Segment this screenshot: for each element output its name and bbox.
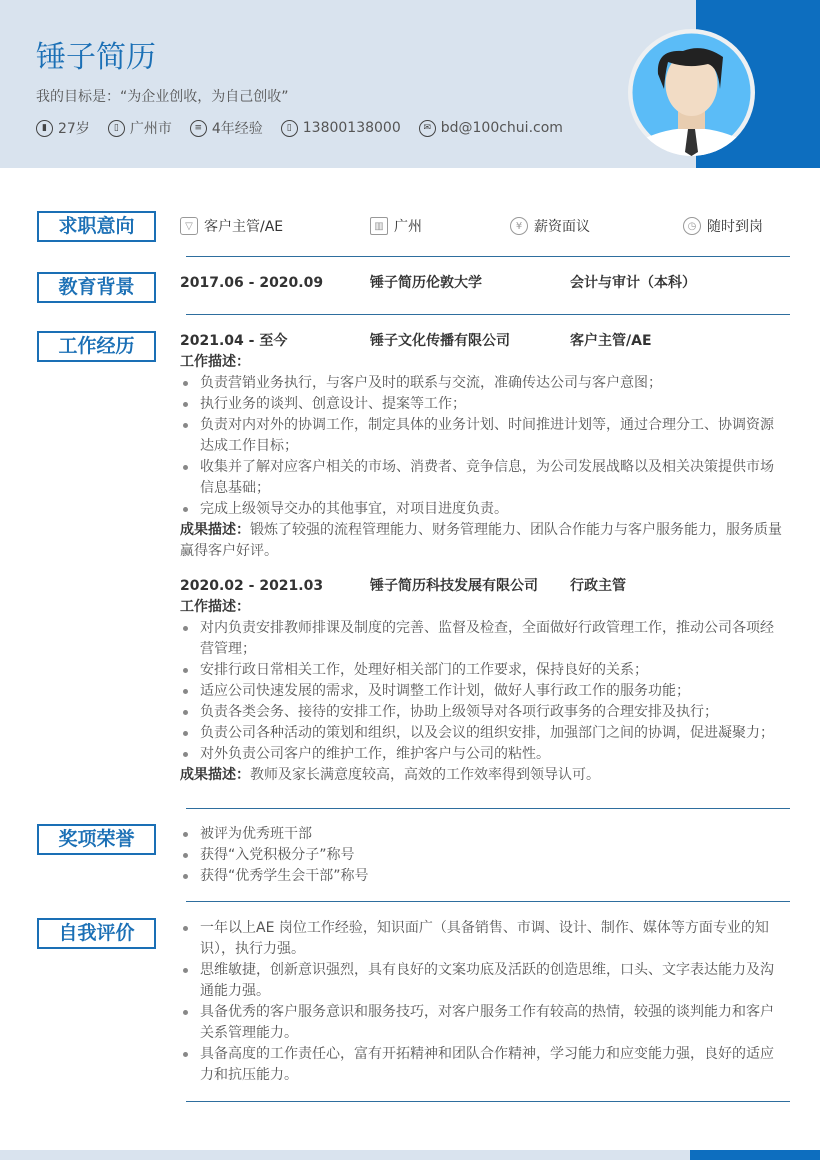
list-item: 完成上级领导交办的其他事宜，对项目进度负责。: [180, 499, 785, 520]
city-icon: ▯: [108, 120, 125, 137]
list-item: 适应公司快速发展的需求，及时调整工作计划，做好人事行政工作的服务功能；: [180, 681, 785, 702]
section-self-label: 自我评价: [37, 918, 156, 949]
intent-position: 客户主管/AE: [204, 219, 284, 235]
job-intent: [180, 216, 780, 236]
intent-availability: 随时到岗: [707, 219, 763, 235]
divider: [186, 808, 790, 809]
result-text: 锻炼了较强的流程管理能力、财务管理能力、团队合作能力与客户服务能力，服务质量赢得客户好评。: [180, 522, 782, 559]
list-item: 一年以上AE 岗位工作经验，知识面广（具备销售、市调、设计、制作、媒体等方面专业的知识），执行力强。: [180, 918, 785, 960]
experience-icon: ≡: [190, 120, 207, 137]
intent-city: 广州: [394, 219, 422, 235]
education-entry: [180, 273, 785, 294]
job-company: 锤子简历科技发展有限公司: [370, 578, 538, 594]
job-title: 客户主管/AE: [570, 333, 652, 349]
avatar: [628, 29, 755, 156]
edu-major: 会计与审计（本科）: [570, 275, 696, 291]
email-icon: ✉: [419, 120, 436, 137]
divider: [186, 1101, 790, 1102]
list-item: 收集并了解对应客户相关的市场、消费者、竞争信息，为公司发展战略以及相关决策提供市场信息基础；: [180, 457, 785, 499]
edu-period: 2017.06 - 2020.09: [180, 275, 324, 291]
tie-icon: ▽: [180, 217, 198, 235]
result-text: 教师及家长满意度较高，高效的工作效率得到领导认可。: [250, 767, 600, 783]
age: 27岁: [58, 121, 90, 137]
list-item: 安排行政日常相关工作，处理好相关部门的工作要求，保持良好的关系；: [180, 660, 785, 681]
desc-label: 工作描述：: [180, 599, 250, 615]
divider: [186, 314, 790, 315]
list-item: 获得“优秀学生会干部”称号: [180, 866, 785, 887]
divider: [186, 901, 790, 902]
self-evaluation: [180, 918, 785, 1086]
result-label: 成果描述：: [180, 522, 250, 538]
job-title: 行政主管: [570, 578, 626, 594]
job-entry: [180, 331, 785, 562]
phone-icon: ▯: [281, 120, 298, 137]
phone: 13800138000: [302, 120, 401, 136]
section-intent-label: 求职意向: [37, 211, 156, 242]
clock-icon: ◷: [683, 217, 701, 235]
list-item: 执行业务的谈判、创意设计、提案等工作；: [180, 394, 785, 415]
edu-school: 锤子简历伦敦大学: [370, 275, 482, 291]
desc-label: 工作描述：: [180, 354, 250, 370]
list-item: 获得“入党积极分子”称号: [180, 845, 785, 866]
email: bd@100chui.com: [440, 120, 563, 136]
honors-list: [180, 824, 785, 887]
career-goal: 我的目标是：“为企业创收，为自己创收”: [36, 89, 289, 105]
list-item: 负责营销业务执行，与客户及时的联系与交流，准确传达公司与客户意图；: [180, 373, 785, 394]
job-entry: [180, 576, 785, 786]
personal-info: [36, 118, 581, 138]
list-item: 对内负责安排教师排课及制度的完善、监督及检查，全面做好行政管理工作，推动公司各项经营管理；: [180, 618, 785, 660]
list-item: 具备高度的工作责任心，富有开拓精神和团队合作精神，学习能力和应变能力强，良好的适应力和抗压能力。: [180, 1044, 785, 1086]
divider: [186, 256, 790, 257]
result-label: 成果描述：: [180, 767, 250, 783]
list-item: 具备优秀的客户服务意识和服务技巧，对客户服务工作有较高的热情，较强的谈判能力和客户关系管理能力。: [180, 1002, 785, 1044]
footer-accent: [690, 1150, 820, 1160]
experience: 4年经验: [211, 121, 263, 137]
section-honors-label: 奖项荣誉: [37, 824, 156, 855]
job-period: 2021.04 - 至今: [180, 333, 288, 349]
list-item: 负责各类会务、接待的安排工作，协助上级领导对各项行政事务的合理安排及执行；: [180, 702, 785, 723]
age-icon: ▮: [36, 120, 53, 137]
building-icon: ▥: [370, 217, 388, 235]
city: 广州市: [129, 121, 172, 137]
list-item: 被评为优秀班干部: [180, 824, 785, 845]
job-period: 2020.02 - 2021.03: [180, 578, 324, 594]
list-item: 思维敏捷，创新意识强烈，具有良好的文案功底及活跃的创造思维，口头、文字表达能力及沟通能力强。: [180, 960, 785, 1002]
section-work-label: 工作经历: [37, 331, 156, 362]
list-item: 对外负责公司客户的维护工作，维护客户与公司的粘性。: [180, 744, 785, 765]
candidate-name: 锤子简历: [36, 40, 156, 75]
work-entries: [180, 331, 785, 786]
section-education-label: 教育背景: [37, 272, 156, 303]
list-item: 负责公司各种活动的策划和组织，以及会议的组织安排，加强部门之间的协调，促进凝聚力；: [180, 723, 785, 744]
intent-salary: 薪资面议: [534, 219, 590, 235]
job-company: 锤子文化传播有限公司: [370, 333, 510, 349]
list-item: 负责对内对外的协调工作，制定具体的业务计划、时间推进计划等，通过合理分工、协调资源达成工作目标；: [180, 415, 785, 457]
yen-icon: ¥: [510, 217, 528, 235]
